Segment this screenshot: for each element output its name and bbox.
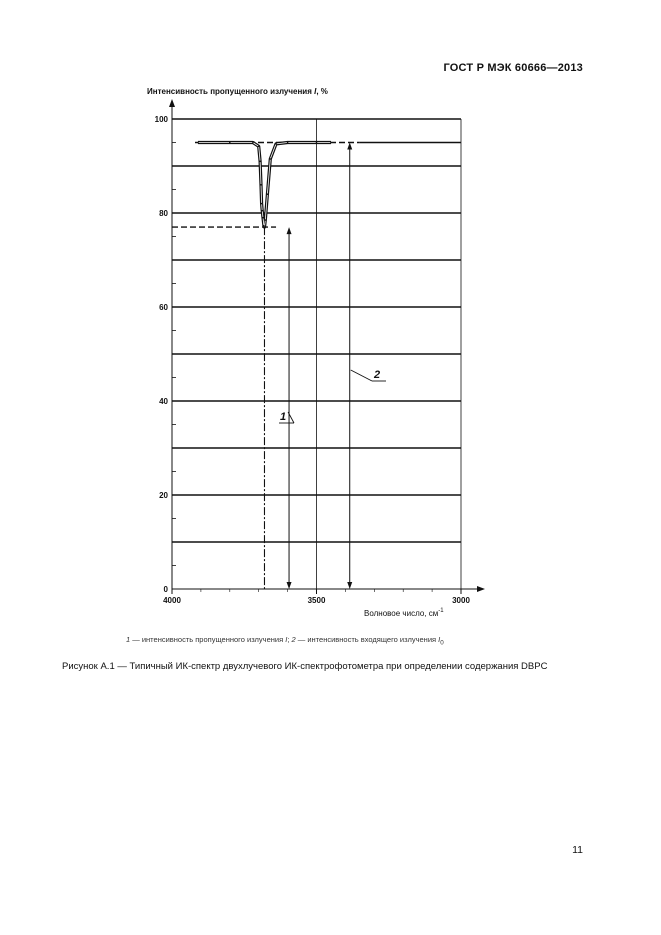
annotation-arrow-1-head-bottom [287,582,292,589]
legend-label-1: 1 [126,635,131,644]
spectrum-point [259,161,261,163]
spectrum-line [198,143,331,228]
y-tick-label: 100 [154,115,168,124]
figure-legend [126,635,444,647]
spectrum-point [265,219,267,221]
legend-text-2: — интенсивность входящего излучения [295,635,439,644]
series-layer [197,142,332,228]
spectrum-point [275,143,277,145]
annotation-arrow-1-head-top [287,227,292,234]
x-tick-label: 3000 [452,596,470,605]
standard-header: ГОСТ Р МЭК 60666—2013 [443,62,583,74]
y-tick-label: 80 [159,209,168,218]
label-2-leader [351,370,372,381]
annotation-label-2: 2 [374,369,381,381]
grid-layer [172,119,461,589]
spectrum-point [267,193,269,195]
y-axis-arrow [169,99,175,107]
annotation-layer [172,143,386,590]
figure-caption: Рисунок А.1 — Типичный ИК-спектр двухлучевого ИК-спектрофотометра при определении содержания DBPC [62,661,548,672]
spectrum-point [260,184,262,186]
spectrum-point [252,142,254,144]
spectrum-point [269,158,271,160]
spectrum-point [330,142,332,144]
legend-subscript-2: 0 [440,639,444,647]
y-tick-label: 0 [163,585,168,594]
spectrum-point [258,145,260,147]
spectrum-point [261,210,263,212]
x-axis-label: Волновое число, $см^{-1}$ [364,608,444,618]
annotation-label-1: 1 [280,411,287,423]
legend-label-2: 2 [291,635,296,644]
spectrum-point [262,217,264,219]
y-tick-label: 40 [159,397,168,406]
legend-separator: ; [287,635,292,644]
x-tick-label: 3500 [307,596,326,605]
spectrum-point [261,203,263,205]
y-axis-label: Интенсивность пропущенного излучения I, % [147,87,328,96]
spectrum-point [229,142,231,144]
spectrum-point [316,142,318,144]
annotation-arrow-2-head-bottom [347,582,352,589]
annotation-arrow-2-head-top [347,143,352,150]
axis-layer [169,99,485,594]
x-axis-arrow [477,586,485,592]
y-tick-label: 20 [159,491,168,500]
legend-text-1: — интенсивность пропущенного излучения [130,635,286,644]
legend-symbol-1: I [285,635,288,644]
page-number: 11 [572,844,583,856]
spectrum-point [287,142,289,144]
legend-symbol-2: I [438,635,441,644]
y-tick-label: 60 [159,303,168,312]
x-tick-label: 4000 [163,596,181,605]
spectrum-point [197,142,199,144]
spectrum-point [263,225,265,227]
